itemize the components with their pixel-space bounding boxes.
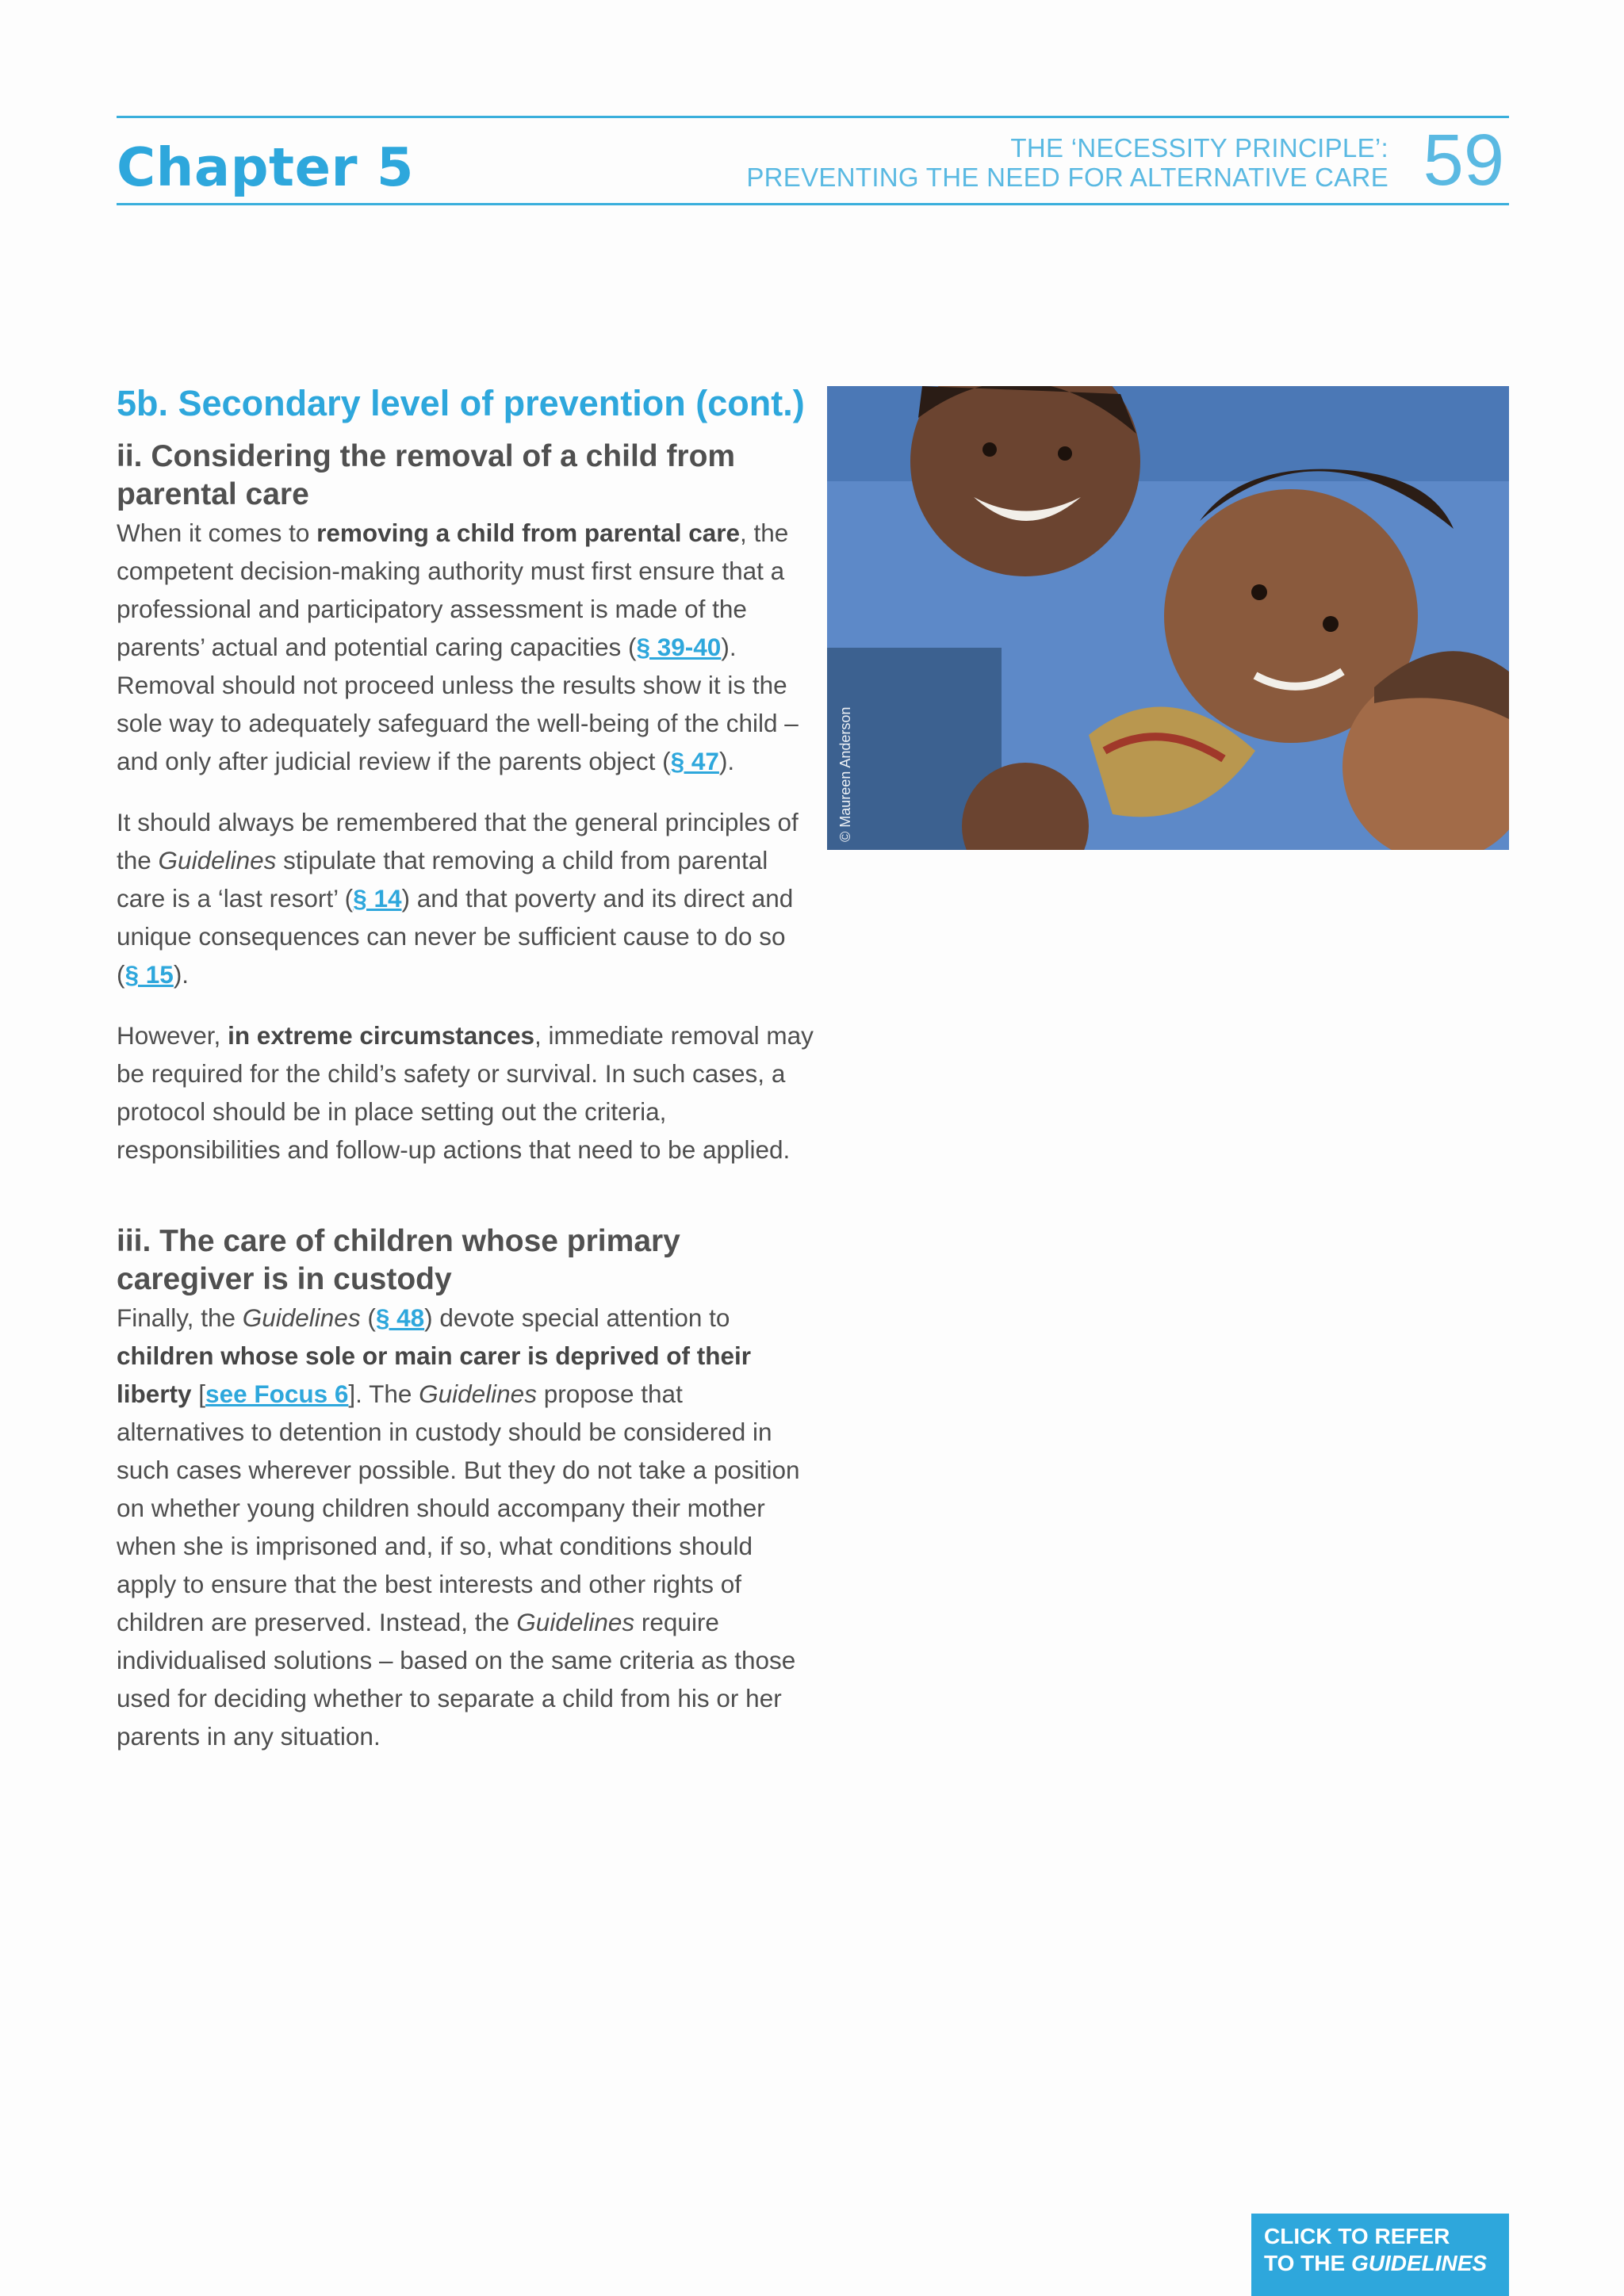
italic-run: Guidelines [242, 1303, 361, 1332]
text-run: ). [173, 960, 190, 989]
running-title-line-2: PREVENTING THE NEED FOR ALTERNATIVE CARE [746, 163, 1388, 192]
text-run: propose that alternatives to detention in custody should be considered in such cases wherever possible. But they do not take a position on whether young children should accompany their mother when she is imprisoned and, if so, what conditions should apply to ensure that the best interests and other rights of children are preserved. Instead, the [117, 1380, 800, 1636]
text-run: ). [718, 747, 735, 775]
bold-run: children whose sole or main carer is deprived of their liberty [117, 1341, 751, 1408]
bold-run: removing a child from parental care [316, 519, 741, 547]
italic-run: Guidelines [516, 1608, 635, 1636]
guideline-link-48[interactable]: § 48 [375, 1303, 425, 1332]
text-run: ). Removal should not proceed unless the results show it is the sole way to adequately safeguard the well-being of the child – and only after judicial review if the parents object ( [117, 633, 799, 775]
text-run: , the competent decision-making authority must first ensure that a professional and participatory assessment is made of the parents’ actual and potential caring capacities ( [117, 519, 789, 661]
running-title-line-1: THE ‘NECESSITY PRINCIPLE’: [1010, 133, 1388, 163]
paragraph-custody [117, 1299, 814, 1755]
text-run: ]. The [348, 1380, 419, 1408]
text-run: Finally, the [117, 1303, 243, 1332]
text-run: stipulate that removing a child from parental care is a ‘last resort’ ( [117, 846, 768, 913]
text-run: ) devote special attention to [424, 1303, 730, 1332]
section-title: 5b. Secondary level of prevention (cont.) [117, 383, 805, 423]
heading-iii-line-1: iii. The care of children whose primary [117, 1224, 680, 1258]
photo-illustration [827, 386, 1509, 850]
text-run: It should always be remembered that the general principles of the [117, 808, 799, 874]
refer-to-guidelines-button[interactable] [1251, 2214, 1509, 2296]
text-run: [ [191, 1380, 206, 1408]
child-eye [1251, 584, 1267, 600]
children-photo [827, 386, 1509, 850]
paragraph-extreme-circumstances [117, 1016, 814, 1169]
guideline-link-47[interactable]: § 47 [670, 747, 719, 775]
running-title [746, 133, 1388, 192]
italic-run: Guidelines [419, 1380, 537, 1408]
page-number: 59 [1423, 120, 1504, 201]
subsection-heading-iii [117, 1223, 814, 1299]
text-run: ) and that poverty and its direct and unique consequences can never be sufficient cause to do so ( [117, 884, 794, 989]
cta-prefix: TO THE [1264, 2251, 1351, 2275]
guideline-link-14[interactable]: § 14 [353, 884, 402, 913]
cta-line-1: CLICK TO REFER [1264, 2224, 1450, 2248]
photo-credit: © Maureen Anderson [837, 706, 853, 842]
text-run: However, [117, 1021, 228, 1050]
child-eye [1323, 616, 1339, 632]
heading-ii-line-2: parental care [117, 477, 309, 511]
text-run: , immediate removal may be required for the child’s safety or survival. In such cases, a protocol should be in place setting out the criteria, responsibilities and follow-up actions that need to be applied. [117, 1021, 814, 1164]
guideline-link-39-40[interactable]: § 39-40 [636, 633, 722, 661]
child-eye [982, 442, 997, 457]
chapter-title: Chapter 5 [117, 136, 414, 198]
paragraph-removal-assessment [117, 514, 814, 780]
text-run: ( [360, 1303, 376, 1332]
subsection-heading-ii [117, 438, 814, 514]
heading-iii-line-2: caregiver is in custody [117, 1262, 452, 1296]
header-top-rule [117, 116, 1509, 118]
child-eye [1058, 446, 1072, 461]
guideline-link-15[interactable]: § 15 [124, 960, 174, 989]
main-content [117, 376, 814, 1755]
heading-ii-line-1: ii. Considering the removal of a child from [117, 439, 736, 473]
header-bottom-rule [117, 203, 1509, 205]
bold-run: in extreme circumstances [228, 1021, 535, 1050]
text-run: When it comes to [117, 519, 317, 547]
paragraph-last-resort [117, 803, 814, 993]
cta-line-2 [1264, 2250, 1496, 2277]
cta-italic: GUIDELINES [1350, 2251, 1488, 2275]
focus-6-link[interactable]: see Focus 6 [205, 1380, 349, 1408]
italic-run: Guidelines [158, 846, 277, 874]
text-run: require individualised solutions – based on the same criteria as those used for deciding whether to separate a child from his or her parents in any situation. [117, 1608, 796, 1751]
